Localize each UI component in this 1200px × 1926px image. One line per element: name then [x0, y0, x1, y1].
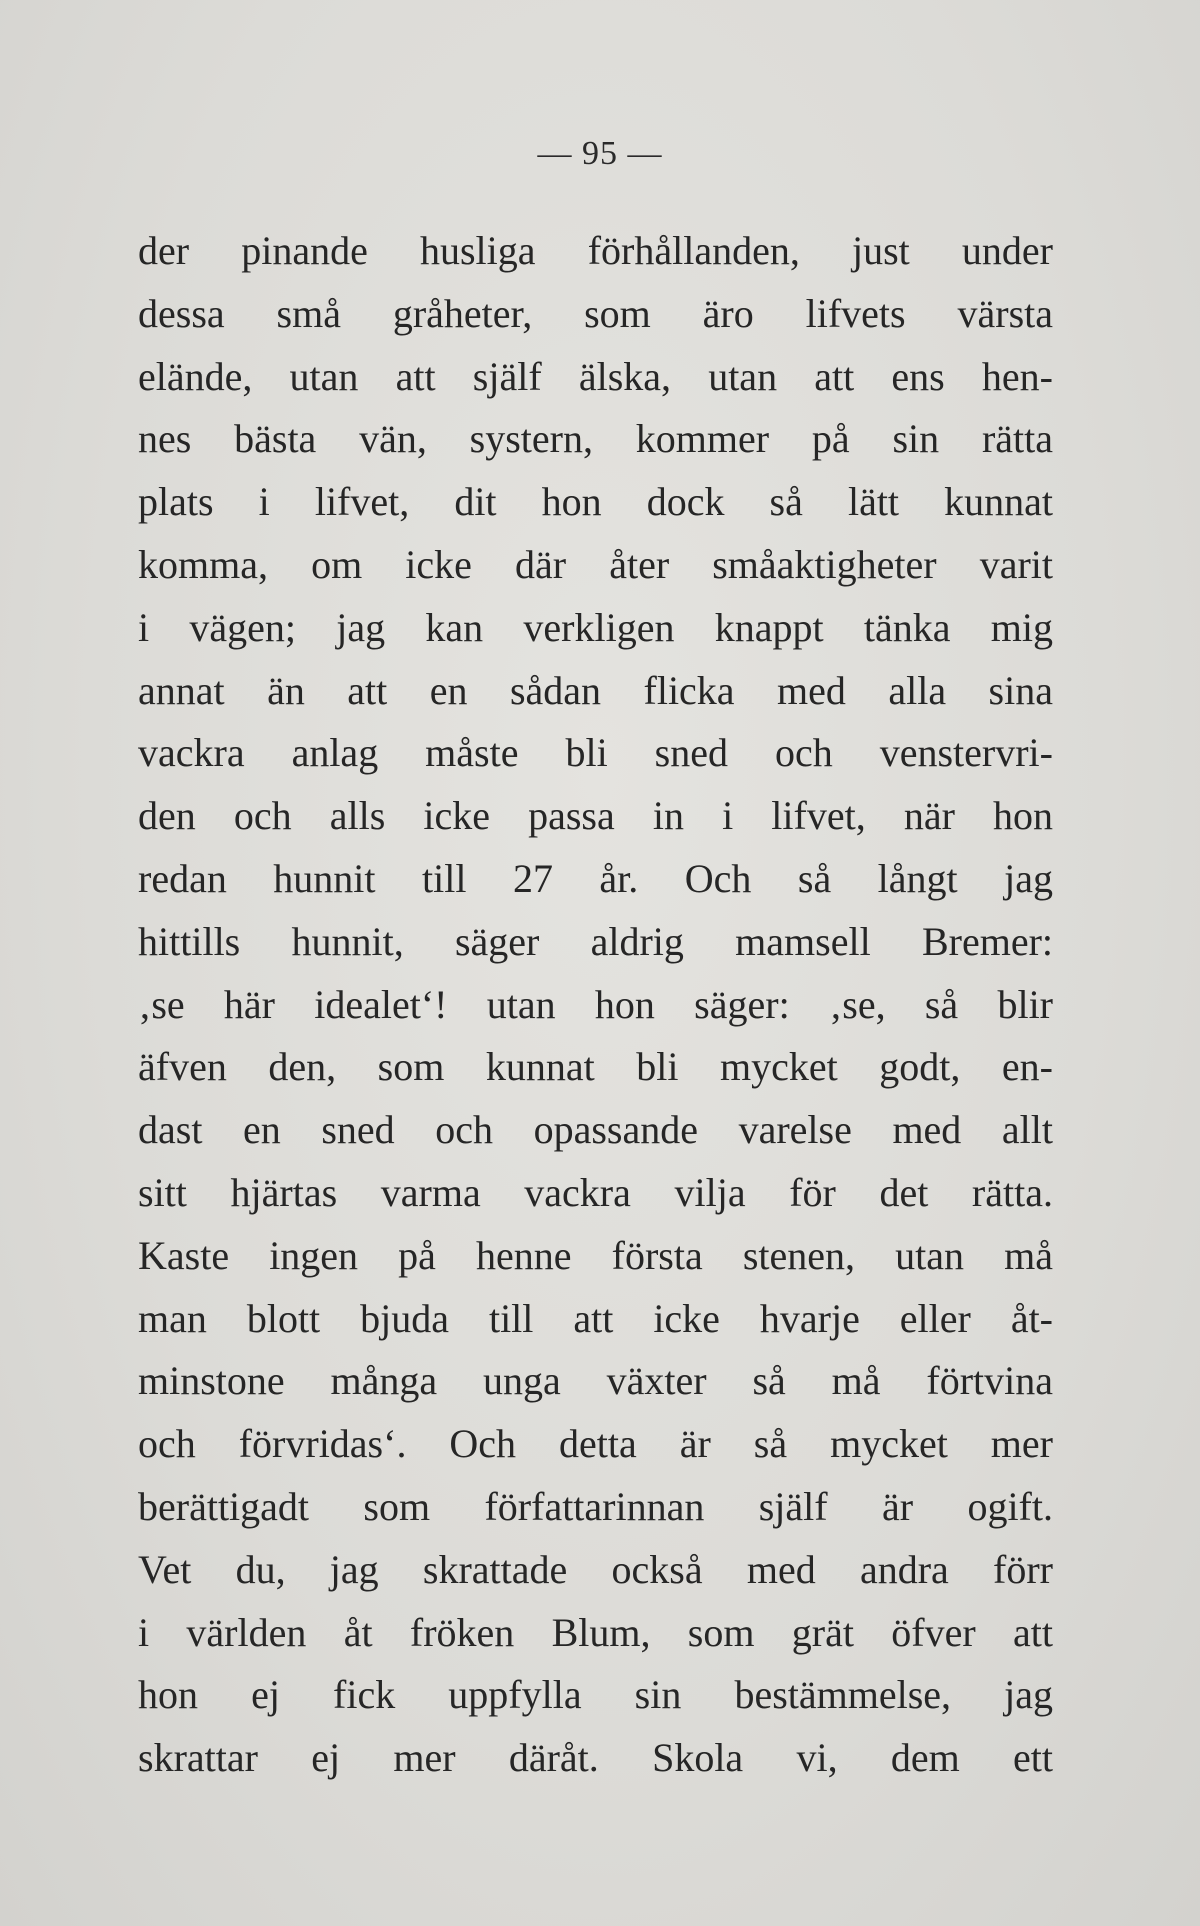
text-line: Kaste ingen på henne första stenen, utan må — [138, 1232, 1053, 1278]
text-line: i världen åt fröken Blum, som grät öfver att — [138, 1609, 1053, 1655]
text-line: dast en sned och opassande varelse med allt — [138, 1107, 1053, 1153]
text-line: minstone många unga växter så må förtvina — [138, 1358, 1053, 1404]
text-line: redan hunnit till 27 år. Och så långt jag — [138, 855, 1053, 901]
text-line: hittills hunnit, säger aldrig mamsell Bremer: — [138, 918, 1053, 964]
text-line: der pinande husliga förhållanden, just under — [138, 228, 1053, 273]
text-line: annat än att en sådan flicka med alla sina — [138, 667, 1053, 713]
text-line: i vägen; jag kan verkligen knappt tänka mig — [138, 604, 1053, 650]
text-line: hon ej fick uppfylla sin bestämmelse, jag — [138, 1672, 1053, 1718]
text-line: nes bästa vän, systern, kommer på sin rätta — [138, 416, 1053, 462]
text-line: och förvridas‘. Och detta är så mycket mer — [138, 1421, 1053, 1467]
text-line: vackra anlag måste bli sned och venstervri- — [138, 730, 1053, 776]
text-line: berättigadt som författarinnan själf är ogift. — [138, 1483, 1053, 1529]
body-text — [138, 223, 1053, 1793]
text-line: sitt hjärtas varma vackra vilja för det rätta. — [138, 1169, 1053, 1215]
page-number: — 95 — — [537, 135, 663, 172]
text-line: plats i lifvet, dit hon dock så lätt kunnat — [138, 479, 1053, 525]
text-line: skrattar ej mer däråt. Skola vi, dem ett — [138, 1735, 1053, 1781]
text-line: elände, utan att själf älska, utan att ens hen- — [138, 353, 1053, 399]
text-line: man blott bjuda till att icke hvarje eller åt- — [138, 1295, 1053, 1341]
text-line: dessa små gråheter, som äro lifvets värsta — [138, 290, 1053, 336]
text-line: ‚se här idealet‘! utan hon säger: ‚se, så blir — [138, 981, 1053, 1027]
text-line: komma, om icke där åter småaktigheter varit — [138, 541, 1053, 587]
text-line: Vet du, jag skrattade också med andra förr — [138, 1546, 1053, 1592]
text-line: äfven den, som kunnat bli mycket godt, en- — [138, 1044, 1053, 1090]
text-line: den och alls icke passa in i lifvet, när hon — [138, 793, 1053, 839]
